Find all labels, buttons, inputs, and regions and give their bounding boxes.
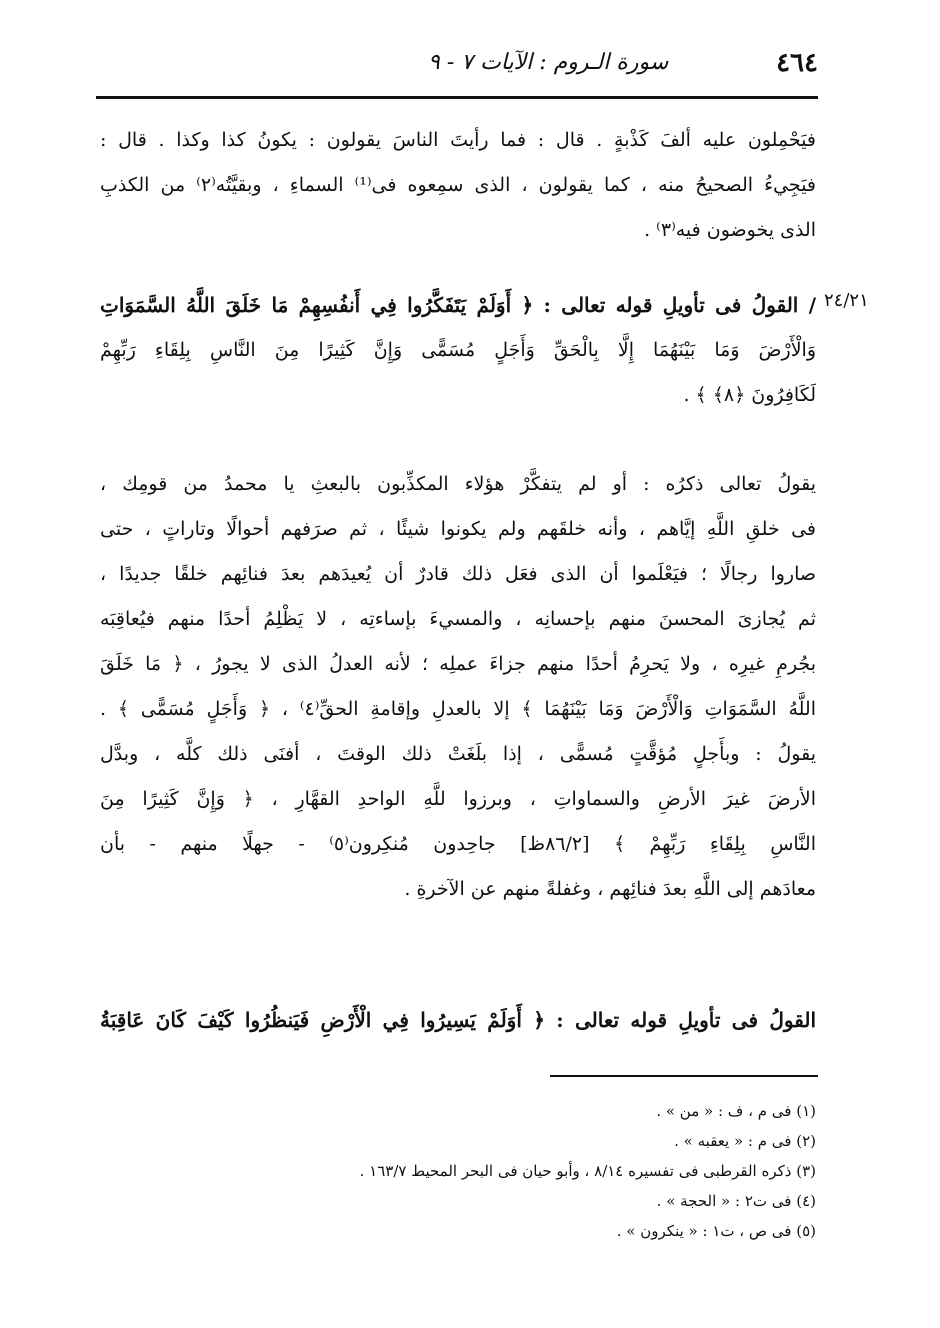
text-line: الذى يخوضون فيه⁽٣⁾ .	[644, 219, 816, 241]
footnote: (٢) فى م : « يعقبه » .	[674, 1132, 816, 1150]
footnote: (٣) ذكره القرطبى فى تفسيره ٨/١٤ ، وأبو حيان فى البحر المحيط ١٦٣/٧ .	[359, 1162, 816, 1180]
text-line: النَّاسِ بِلِقَاءِ رَبِّهِمْ ﴾ [٨٦/٢ظ] جاحِدون مُنكِرون⁽٥⁾ - جهلًا منهم - بأن	[100, 833, 816, 855]
paragraph-2	[100, 462, 816, 912]
footnote-rule	[550, 1075, 818, 1077]
footnote: (٥) فى ص ، ت١ : « ينكرون » .	[616, 1222, 816, 1240]
quran-line: وَالْأَرْضَ وَمَا بَيْنَهُمَا إِلَّا بِالْحَقِّ وَأَجَلٍ مُسَمًّى وَإِنَّ كَثِيرًا مِنَ النَّاسِ بِلِقَاءِ رَبِّهِمْ	[100, 339, 816, 361]
paragraph-1	[100, 118, 816, 253]
text-line: معادَهم إلى اللَّهِ بعدَ فنائِهم ، وغفلةً منهم عن الآخرةِ .	[404, 878, 816, 900]
text-line: يقولُ : وبأَجلٍ مُؤقَّتٍ مُسمًّى ، إذا بلَغَتْ ذلك الوقتَ ، أفنَى ذلك كلَّه ، وبدَّل	[100, 743, 816, 765]
text-line: يقولُ تعالى ذكرُه : أو لم يتفكَّرْ هؤلاء المكذِّبون بالبعثِ يا محمدُ من قومِك ،	[100, 473, 816, 495]
footnote: (٤) فى ت٢ : « الحجة » .	[656, 1192, 816, 1210]
text-line: فى خلقِ اللَّهِ إيَّاهم ، وأنه خلقَهم ولم يكونوا شيئًا ، ثم صرَفهم أحوالًا وتاراتٍ ، حتى	[100, 518, 816, 540]
text-line: صاروا رجالًا ؛ فيَعْلَموا أن الذى فعَل ذلك قادرٌ أن يُعيدَهم بعدَ فنائِهم خلقًا جديدًا ،	[100, 563, 816, 585]
text-line: اللَّهُ السَّمَوَاتِ وَالْأَرْضَ وَمَا بَيْنَهُمَا ﴾ إلا بالعدلِ وإقامةِ الحقِّ⁽٤⁾ ، ﴿ وَأَجَلٍ مُسَمًّى ﴾ .	[100, 698, 816, 720]
page-number: ٤٦٤	[776, 48, 818, 78]
text-line: ثم يُجازىَ المحسنَ منهم بإحسانِه ، والمسيءَ بإساءتِه ، لا يَظْلِمُ أحدًا منهم فيُعاقِبَه	[100, 608, 816, 630]
text-line: فيَحْمِلون عليه ألفَ كَذْبةٍ . قال : فما رأيتَ الناسَ يقولون : يكونُ كذا وكذا . قال :	[100, 129, 816, 151]
section-heading-2	[100, 998, 816, 1043]
page-header	[96, 48, 818, 88]
margin-reference: ٢٤/٢١	[824, 290, 869, 311]
heading-line: القولُ فى تأويلِ قوله تعالى : ﴿ أَوَلَمْ يَسِيرُوا فِي الْأَرْضِ فَيَنظُرُوا كَيْفَ كَانَ عَاقِبَةُ	[100, 1008, 816, 1032]
footnote: (١) فى م ، ف : « من » .	[656, 1102, 816, 1120]
text-line: الأرضَ غيرَ الأرضِ والسماواتِ ، وبرزوا للَّهِ الواحدِ القهَّارِ ، ﴿ وَإِنَّ كَثِيرًا مِنَ	[100, 788, 816, 810]
footnotes	[100, 1096, 816, 1246]
text-line: فيَجِيءُ الصحيحُ منه ، كما يقولون ، الذى سمِعوه فى⁽¹⁾ السماءِ ، وبقيَّتُه⁽٢⁾ من الكذبِ	[100, 174, 816, 196]
section-heading-1	[100, 283, 816, 418]
text-line: بجُرمِ غيرِه ، ولا يَحرِمُ أحدًا منهم جزاءَ عملِه ؛ لأنه العدلُ الذى لا يجورُ ، ﴿ مَا خَلَقَ	[100, 653, 816, 675]
header-rule	[96, 96, 818, 99]
heading-line: / القولُ فى تأويلِ قوله تعالى : ﴿ أَوَلَمْ يَتَفَكَّرُوا فِي أَنفُسِهِمْ مَا خَلَقَ اللَّهُ السَّمَوَاتِ	[100, 293, 816, 317]
running-title: سورة الـروم : الآيات ٧ - ٩	[428, 50, 669, 75]
quran-line: لَكَافِرُونَ ﴿٨﴾ ﴾ .	[683, 384, 816, 406]
